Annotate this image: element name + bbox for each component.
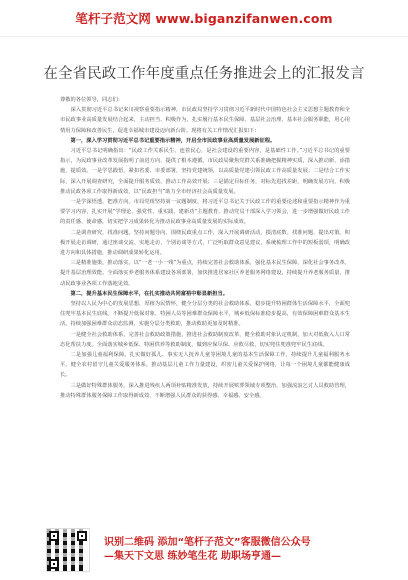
section-heading-2: 第二，提升基本民生保障水平，在扎实推动共同富裕中彰显新担当。 <box>70 290 228 297</box>
paragraph-1: 习近平总书记明确指出：“民政工作关系民生、连着民心，是社会建设的重要内容，是基础性工作。”习近平总书记的重要指示，为民政事业改革发展指明了前进方向、提供了根本遵循。市民政局聚焦党群关系准确把握精神实质，深入推动新、添措施，提质效。一是学思践悟，紧扣省委、市委部署，坚持党建统领，以高质量党建引领民政工作高质量发展；二是结合工作实际，深入开展调查研究，全面提升服务质效，推动工作高效开展；三是锚定目标任务，对标先进找差距，明确发展方向，积极推动民政各项工作取得新成效，以“民政担当”助力全市经济社会高质量发展。 <box>60 148 350 195</box>
document-body <box>60 95 350 533</box>
qr-corner-marker <box>49 559 59 569</box>
paragraph-2: 一是学深悟透，把准方向。市局党组坚持第一议题制度，将习近平总书记关于民政工作的重要论述和重要指示精神作为重要学习内容，扎实开展“学理论、强党性、重实践、建新功”主题教育，推动党员干部深入学习领会，进一步增强做好民政工作的责任感、使命感，切实把学习成果转化为推动民政事业高质量发展的实际成效。 <box>60 199 350 226</box>
greeting: 尊敬的各位领导，同志们： <box>60 97 123 103</box>
site-header <box>0 0 408 37</box>
footer-banner <box>46 524 366 576</box>
page-title: 在全省民政工作年度重点任务推进会上的汇报发言 <box>43 66 365 82</box>
qr-code-icon[interactable] <box>46 528 90 572</box>
footer-line-2: —集天下文思 练妙笔生花 助职场亨通— <box>104 551 281 562</box>
paragraph-4: 三是精准施策，推动落实。以“一老一小一残”为重点，持续完善社会救助体系，强化基本民生保障，深化社会事务改革，提升基层治理效能。全面落实养老服务体系建设各项部署，加快推进居家社区养老服务网络建设，持续提升养老服务质量，推动民政事业各项工作落地见效。 <box>60 260 350 287</box>
paragraph-7: 二是加强儿童福利保障。扎实做好孤儿、事实无人抚养儿童等困境儿童的基本生活保障工作，持续提升儿童福利服务水平。健全农村留守儿童关爱服务体系，推动基层儿童工作力量建设，织密儿童关爱保护网络，让每一个困境儿童都能健康成长。 <box>60 352 350 379</box>
paragraph-3: 二是调查研究，找准问题。坚持问题导向，围绕民政重点工作，深入开展调研活动，摸清底数、找准问题、提出对策。积极开展走访调研，通过座谈交流、实地走访、个别访谈等方式，广泛听取群众意见建议，系统梳理工作中的短板弱项，明确改进方向和具体措施，推动调研成果转化运用。 <box>60 229 350 257</box>
qr-corner-marker <box>49 531 59 541</box>
intro-paragraph: 深入贯彻习近平总书记来川视察重要指示精神，市民政局坚持学习贯彻习近平新时代中国特色社会主义思想主题教育和全市民政事业高质量发展结合起来，主动担当、积极作为，扎实履行基本民生保障、基层社会治理、基本社会服务职能，用心用情用力保障和改善民生，促进幸福城市建设迈向新台阶。现将有关工作情况汇报如下： <box>60 107 350 134</box>
section-heading-1: 第一，深入学习贯彻习近平总书记重要指示精神，开启全市民政事业高质量发展新征程。 <box>70 137 276 144</box>
site-url[interactable]: 笔杆子范文网 www.biganzifanwen.com <box>75 11 333 26</box>
paragraph-8: 三是做好特殊群体服务。深入推进残疾人两项补贴精准发放，持续开展殡葬领域专项整治，加强流浪乞讨人员救助管理，推动特殊群体服务保障工作取得新成效，不断增强人民群众的获得感、幸福感、安全感。 <box>60 382 350 399</box>
paragraph-5: 坚持以人民为中心的发展思想，厚植为民情怀，健全分层分类的社会救助体系，稳步提升特困群体生活保障水平，全面兜住兜牢基本民生底线。不断提升低保对象、特困人员等困难群众保障水平，城乡低保标准稳步提高，有效保障困难群众基本生活。持续加强困难群众动态监测，实施分层分类救助，推动救助更加及时精准。 <box>60 301 350 328</box>
qr-corner-marker <box>77 531 87 541</box>
paragraph-6: 一是健全社会救助体系。完善社会救助政策措施，推进社会救助制度改革，健全救助对象认定机制，加大对低收入人口常态化帮扶力度。全面落实城乡低保、特困供养等救助制度，做到应保尽保、应救尽救，切实兜住兜准兜牢民生底线。 <box>60 331 350 348</box>
footer-line-1: 识别二维码 添加“笔杆子范文”客服微信公众号 <box>104 537 311 548</box>
footer-promo-text <box>104 536 311 564</box>
